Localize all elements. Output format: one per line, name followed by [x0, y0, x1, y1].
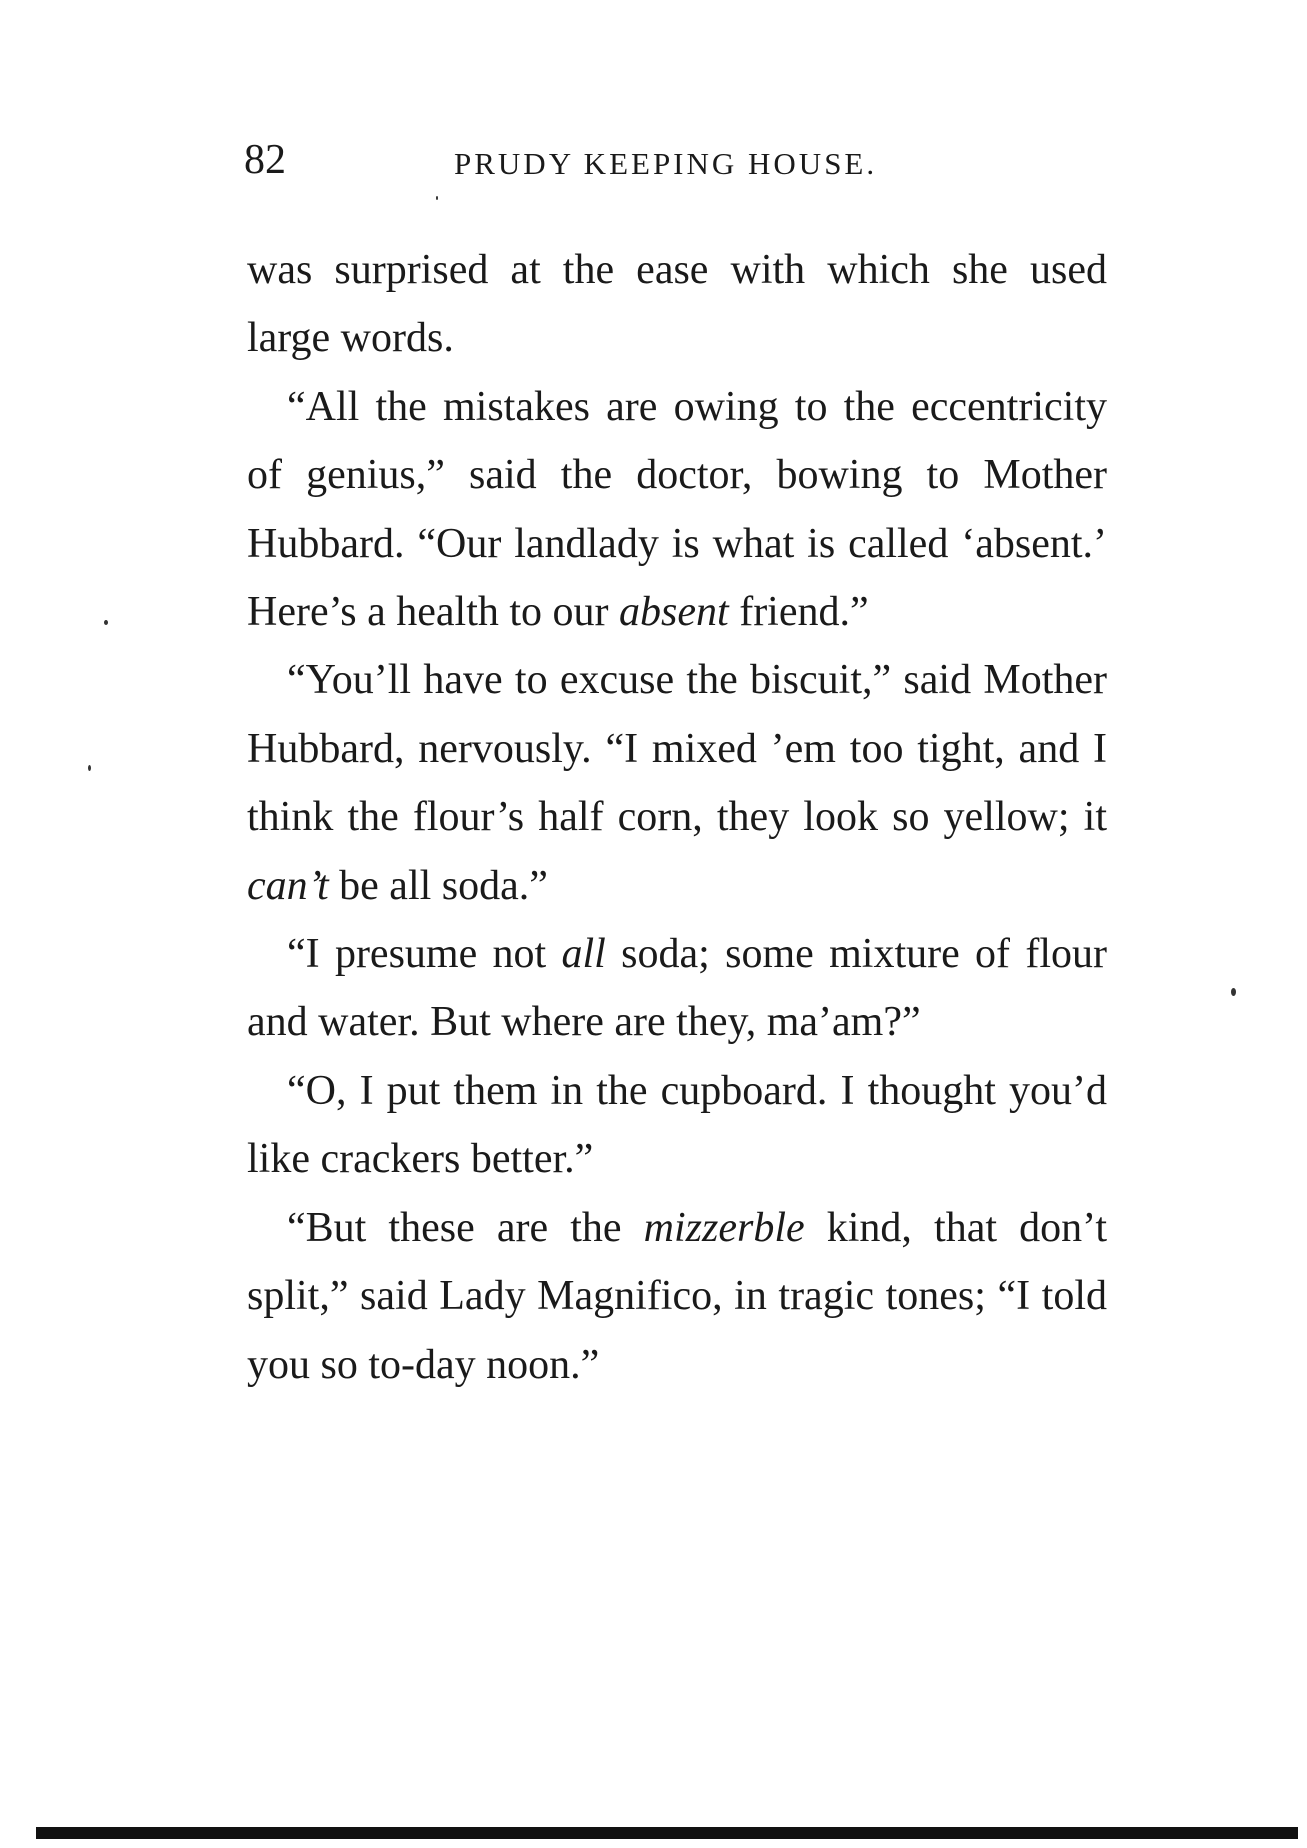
running-title: PRUDY KEEPING HOUSE.	[454, 146, 878, 181]
ink-speck	[436, 196, 438, 200]
running-head	[244, 130, 1114, 190]
paragraph-3	[247, 646, 1107, 920]
ink-speck	[104, 620, 108, 625]
text-run: be all soda.”	[328, 862, 548, 909]
text-run: “O, I put them in the cupboard. I thought you’d like crackers better.”	[247, 1067, 1107, 1183]
text-run: was surprised at the ease with which she used large words.	[247, 247, 1107, 362]
text-run: “All the mistakes are owing to the eccentricity of genius,” said the doctor, bowing to Mother Hubbard. “Our landlady is what is called ‘absent.’ Here’s a health to our	[247, 383, 1107, 636]
italic-text-run: can’t	[247, 862, 329, 909]
italic-text-run: absent	[619, 589, 729, 636]
ink-speck	[1231, 988, 1236, 996]
paragraph-4	[247, 920, 1107, 1057]
italic-text-run: mizzerble	[643, 1204, 805, 1251]
text-run: “But these are the	[287, 1204, 644, 1251]
page-number: 82	[244, 137, 286, 183]
paragraph-2	[247, 373, 1107, 647]
bottom-scan-rule	[36, 1827, 1298, 1839]
paragraph-1	[247, 236, 1107, 373]
body-text	[247, 236, 1107, 1399]
text-run: kind, that don’t split,” said Lady Magnifico, in tragic tones; “I told you so to-day noon.”	[247, 1204, 1108, 1388]
paragraph-6	[247, 1194, 1107, 1399]
text-run: soda; some mixture of flour and water. But where are they, ma’am?”	[247, 931, 1107, 1046]
text-run: friend.”	[728, 589, 869, 636]
ink-speck	[88, 765, 91, 771]
paragraph-5	[247, 1057, 1107, 1194]
italic-text-run: all	[561, 931, 606, 978]
text-run: “You’ll have to excuse the biscuit,” said Mother Hubbard, nervously. “I mixed ’em too tight, and I think the flour’s half corn, they look so yellow; it	[247, 657, 1107, 841]
text-run: “I presume not	[287, 931, 562, 978]
